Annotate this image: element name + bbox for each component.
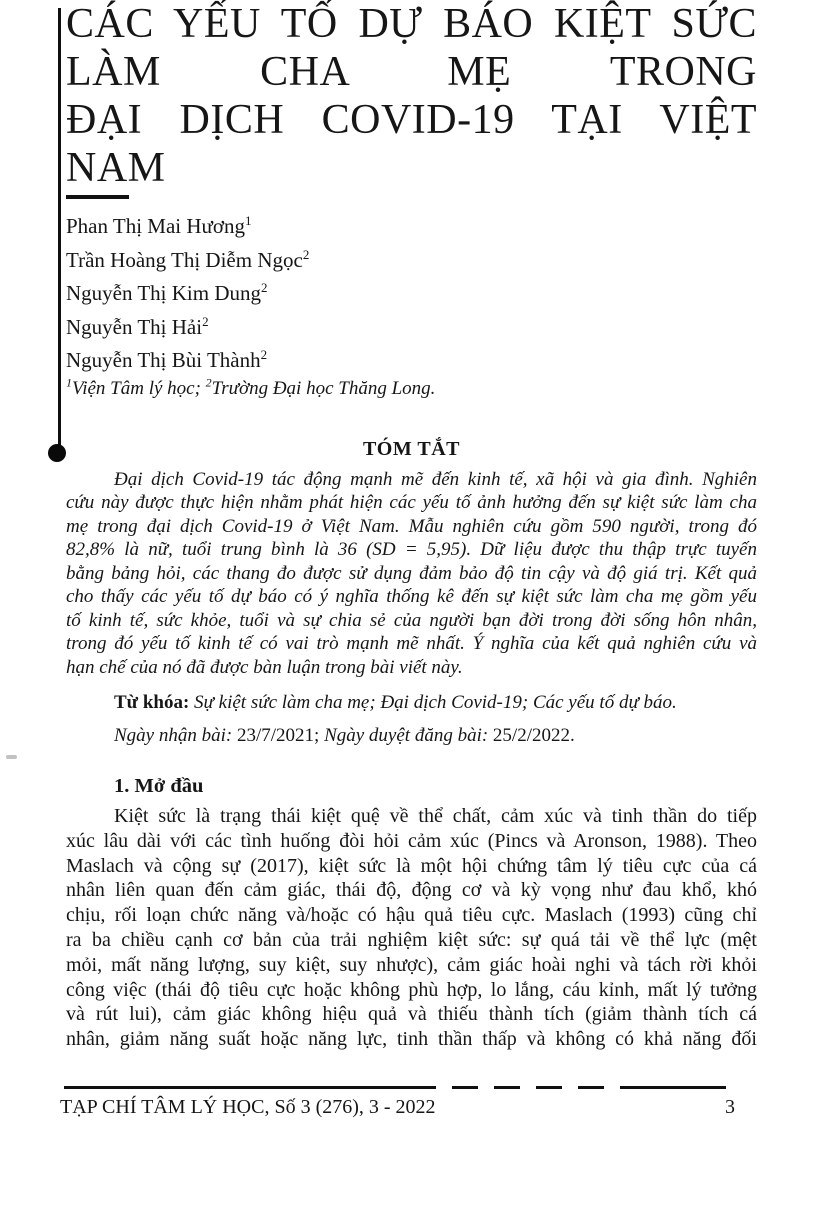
abstract-paragraph (66, 468, 757, 680)
abstract-line: Đại dịch Covid-19 tác động mạnh mẽ đến kinh tế, xã hội và gia đình. Nghiên (114, 468, 757, 490)
footer-divider-rule (64, 1086, 726, 1089)
affiliation-sup-2: 2 (205, 375, 212, 390)
body-text-line: chịu, rối loạn chức năng và/hoặc có hậu quả tiêu cực. Maslach (1993) cũng chỉ (66, 904, 757, 927)
affiliation-sup-1: 1 (66, 375, 72, 390)
affiliation-text-1: Viện Tâm lý học; (72, 377, 206, 399)
author-name: Phan Thị Mai Hương$^1$ (66, 213, 252, 238)
accepted-date-label: Ngày duyệt đăng bài: (324, 725, 489, 746)
article-title-line: ĐẠI DỊCH COVID-19 TẠI VIỆT NAM (66, 97, 757, 191)
article-title-line: LÀM CHA MẸ TRONG (66, 49, 757, 95)
article-title-line: CÁC YẾU TỐ DỰ BÁO KIỆT SỨC (66, 1, 757, 47)
footer-rule-solid-left (64, 1086, 410, 1089)
accepted-date-value: 25/2/2022. (488, 725, 575, 746)
title-underline (66, 195, 129, 199)
received-date-value: 23/7/2021; (232, 725, 325, 746)
keywords-label: Từ khóa: (114, 692, 190, 713)
body-text-line: công việc (thái độ tiêu cực hoặc không phù hợp, lo lắng, cáu kỉnh, mất lý tưởng (66, 978, 757, 1001)
abstract-line: hạn chế của nó đã được bàn luận trong bài viết này. (66, 656, 463, 678)
keywords-line (66, 690, 757, 716)
affiliation-text-2: Trường Đại học Thăng Long. (211, 377, 436, 399)
page-footer (60, 1094, 757, 1121)
section-1-paragraph (66, 804, 757, 1052)
abstract-line: tố kinh tế, sức khỏe, tuổi và sự chia sẻ của người bạn đời trong đời sống hôn nhân, (66, 609, 757, 631)
body-text-line: mỏi, mất năng lượng, suy kiệt, suy nhược), cảm giác hoài nghi và tách rời khỏi (66, 953, 757, 976)
margin-bullet-dot (48, 444, 66, 462)
submission-dates-line (66, 723, 757, 749)
footer-rule-solid-right (626, 1086, 726, 1089)
abstract-line: 82,8% là nữ, tuổi trung bình là 36 (SD = 5,95). Dữ liệu được thu thập trực tuyến (66, 539, 757, 560)
body-text-line: Maslach và cộng sự (2017), kiệt sức là một hội chứng tâm lý tiêu cực của cá (66, 854, 757, 877)
body-text-line: xúc lâu dài với các tình huống đòi hỏi cảm xúc (Pincs và Aronson, 1988). Theo (66, 829, 757, 852)
author-name: Trần Hoàng Thị Diễm Ngọc$^2$ (66, 246, 310, 272)
abstract-line: cứu này được thực hiện nhằm phát hiện các yếu tố ảnh hưởng đến sự kiệt sức làm cha (66, 492, 757, 513)
section-1-heading: 1. Mở đầu (114, 775, 204, 797)
body-text-line: nhân, giảm năng suất hoặc năng lực, tinh thần thấp và không có khả năng đối (66, 1028, 757, 1051)
body-text-line: nhân liên quan đến cảm giác, thái độ, động cơ và kỳ vọng như đau khổ, khó (66, 879, 757, 902)
abstract-line: mẹ trong đại dịch Covid-19 ở Việt Nam. Mẫu nghiên cứu gồm 590 người, trong đó (66, 515, 757, 537)
body-text-line: Kiệt sức là trạng thái kiệt quệ về thể chất, cảm xúc và tinh thần do tiếp (114, 805, 757, 827)
left-margin-rule (58, 8, 61, 445)
article-title (66, 0, 757, 192)
received-date-label: Ngày nhận bài: (114, 725, 233, 746)
abstract-heading: TÓM TẮT (362, 437, 461, 460)
page-number: 3 (725, 1096, 735, 1118)
journal-citation: TẠP CHÍ TÂM LÝ HỌC, Số 3 (276), 3 - 2022 (60, 1096, 436, 1118)
scan-artifact-mark (6, 755, 17, 759)
footer-rule-dashed (410, 1086, 626, 1089)
author-list (66, 207, 757, 375)
author-name: Nguyễn Thị Kim Dung$^2$ (66, 280, 268, 305)
affiliation-line (66, 375, 757, 402)
abstract-line: trong đó yếu tố kinh tế có vai trò mạnh mẽ nhất. Ý nghĩa của kết quả nghiên cứu và (66, 633, 757, 654)
keywords-text: Sự kiệt sức làm cha mẹ; Đại dịch Covid-19; Các yếu tố dự báo. (189, 692, 677, 713)
body-text-line: và rút lui), cảm giác không hiệu quả và thiếu thành tích (giảm thành tích cá (66, 1003, 757, 1026)
article-page (66, 0, 757, 1052)
author-name: Nguyễn Thị Hải$^2$ (66, 313, 209, 339)
author-name: Nguyễn Thị Bùi Thành$^2$ (66, 347, 268, 372)
abstract-line: cho thấy các yếu tố dự báo có ý nghĩa thống kê đến sự kiệt sức làm cha mẹ gồm yếu (66, 586, 757, 607)
abstract-line: bằng bảng hỏi, các thang đo được sử dụng đảm bảo độ tin cậy và độ giá trị. Kết quả (66, 562, 757, 584)
body-text-line: ra ba chiều cạnh cơ bản của trải nghiệm kiệt sức: sự quá tải về thể lực (mệt (66, 928, 757, 951)
